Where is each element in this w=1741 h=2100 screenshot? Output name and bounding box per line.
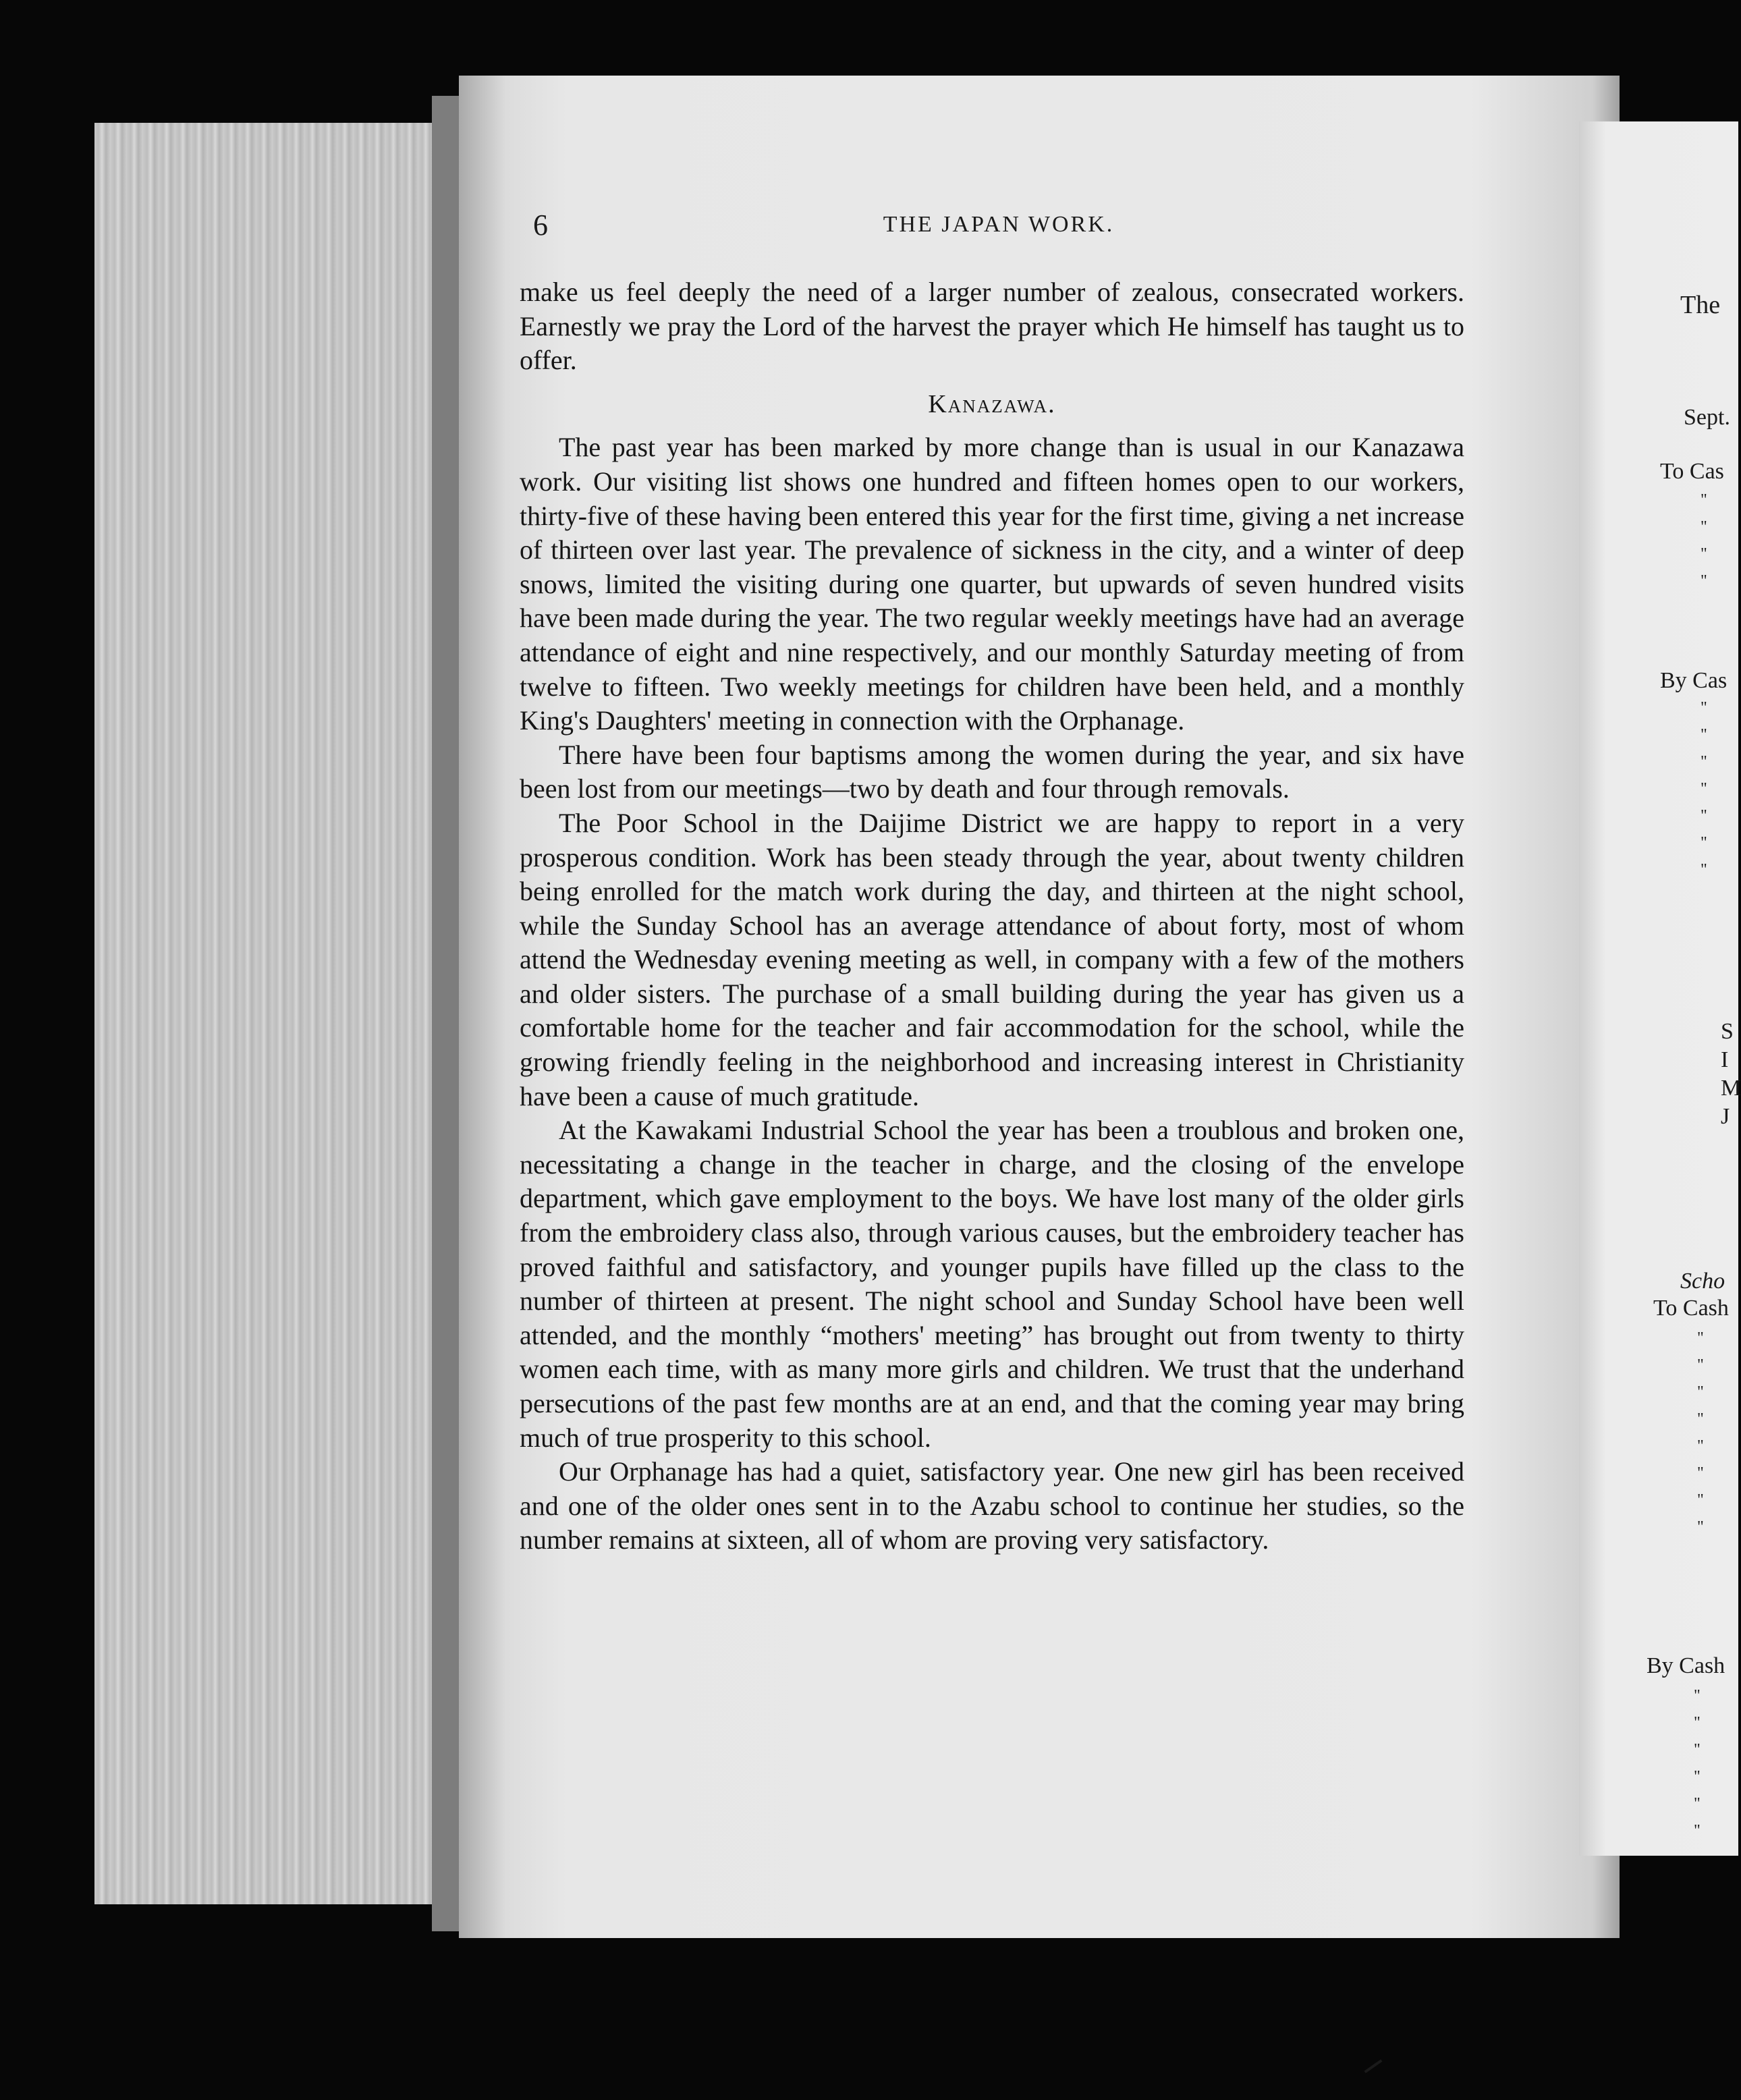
- facing-fragment: ": [1697, 1383, 1704, 1401]
- facing-fragment: To Cash: [1653, 1296, 1729, 1321]
- facing-fragment: ": [1701, 726, 1707, 744]
- intro-paragraph: make us feel deeply the need of a larger number of zealous, consecrated workers. Earnestly we pray the Lord of the harvest the prayer which He himself has taught us to offer.: [520, 277, 1464, 376]
- facing-fragment: ": [1701, 491, 1707, 509]
- facing-fragment: ": [1701, 807, 1707, 825]
- running-title: THE JAPAN WORK.: [883, 212, 1115, 237]
- facing-fragment: The: [1680, 291, 1721, 319]
- facing-fragment: ": [1694, 1822, 1701, 1840]
- facing-fragment: ": [1694, 1687, 1701, 1705]
- facing-fragment: ": [1694, 1714, 1701, 1732]
- paragraph-baptisms: There have been four baptisms among the women during the year, and six have been lost from our meetings—two by death and four through removals.: [520, 739, 1464, 804]
- facing-fragment: ": [1701, 699, 1707, 717]
- text-column: [520, 275, 1464, 1557]
- paragraph-orphanage: Our Orphanage has had a quiet, satisfactory year. One new girl has been received and one of the older ones sent in to the Azabu school to continue her studies, so the number remains at sixteen, all of whom are proving very satisfactory.: [520, 1456, 1464, 1555]
- page-number: 6: [533, 209, 548, 242]
- facing-fragment: ": [1701, 834, 1707, 852]
- facing-fragment: S: [1721, 1019, 1734, 1044]
- facing-fragment: M: [1721, 1076, 1741, 1101]
- facing-fragment: ": [1701, 518, 1707, 536]
- facing-fragment: ": [1694, 1741, 1701, 1759]
- facing-fragment: ": [1697, 1464, 1704, 1482]
- paragraph-industrial-school: At the Kawakami Industrial School the year has been a troublous and broken one, necessitating a change in the teacher in charge, and the closing of the envelope department, which gave employment to the boys. We have lost many of the older girls from the embroidery class also, through various causes, but the embroidery teacher has proved faithful and satisfactory, and younger pupils have filled up the class to the number of thirteen at present. The night school and Sunday School have been well attended, and the monthly “mothers' meeting” has brought out from twenty to thirty women each time, with as many more girls and children. We trust that the underhand persecutions of the past few months are at an end, and that the coming year may bring much of true prosperity to this school.: [520, 1115, 1464, 1453]
- facing-fragment: ": [1701, 572, 1707, 590]
- facing-fragment: Sept.: [1684, 405, 1730, 430]
- facing-fragment: I: [1721, 1047, 1729, 1072]
- facing-fragment: To Cas: [1660, 459, 1724, 484]
- facing-fragment: ": [1697, 1437, 1704, 1455]
- facing-fragment: By Cash: [1647, 1653, 1725, 1678]
- facing-fragment: ": [1701, 780, 1707, 798]
- facing-page: [1579, 121, 1741, 1856]
- paragraph-visiting: The past year has been marked by more change than is usual in our Kanazawa work. Our visiting list shows one hundred and fifteen homes open to our workers, thirty-five of these having been entered this year for the first time, giving a net increase of thirteen over last year. The prevalence of sickness in the city, and a winter of deep snows, limited the visiting during one quarter, but upwards of seven hundred visits have been made during the year. The two regular weekly meetings have had an average attendance of eight and nine respectively, and our monthly Saturday meeting of from twelve to fifteen. Two weekly meetings for children have been held, and a monthly King's Daughters' meeting in connection with the Orphanage.: [520, 432, 1464, 736]
- facing-fragment: ": [1697, 1356, 1704, 1374]
- facing-fragment: By Cas: [1660, 668, 1728, 693]
- section-heading: Kanazawa.: [928, 389, 1056, 418]
- facing-fragment: Scho: [1680, 1269, 1725, 1294]
- facing-fragment: ": [1694, 1768, 1701, 1786]
- running-head: [533, 208, 1464, 248]
- scan-mark: [1364, 2060, 1383, 2073]
- facing-fragment: J: [1721, 1104, 1730, 1129]
- facing-fragment: ": [1701, 861, 1707, 879]
- facing-fragment: ": [1701, 753, 1707, 771]
- page-edges: [94, 123, 449, 1904]
- facing-fragment: ": [1697, 1518, 1704, 1536]
- facing-fragment: ": [1697, 1491, 1704, 1509]
- facing-fragment: ": [1694, 1795, 1701, 1813]
- paragraph-poor-school: The Poor School in the Daijime District we are happy to report in a very prosperous condition. Work has been steady through the year, about twenty children being enrolled for the match work during the day, and thirteen at the night school, while the Sunday School has an average attendance of about forty, most of whom attend the Wednesday evening meeting as well, in company with a few of the mothers and older sisters. The purchase of a small building during the year has given us a comfortable home for the teacher and fair accommodation for the school, while the growing friendly feeling in the neighborhood and increasing interest in Christianity have been a cause of much gratitude.: [520, 807, 1464, 1111]
- facing-fragment: ": [1697, 1329, 1704, 1347]
- facing-fragment: ": [1701, 545, 1707, 563]
- facing-fragment: ": [1697, 1410, 1704, 1428]
